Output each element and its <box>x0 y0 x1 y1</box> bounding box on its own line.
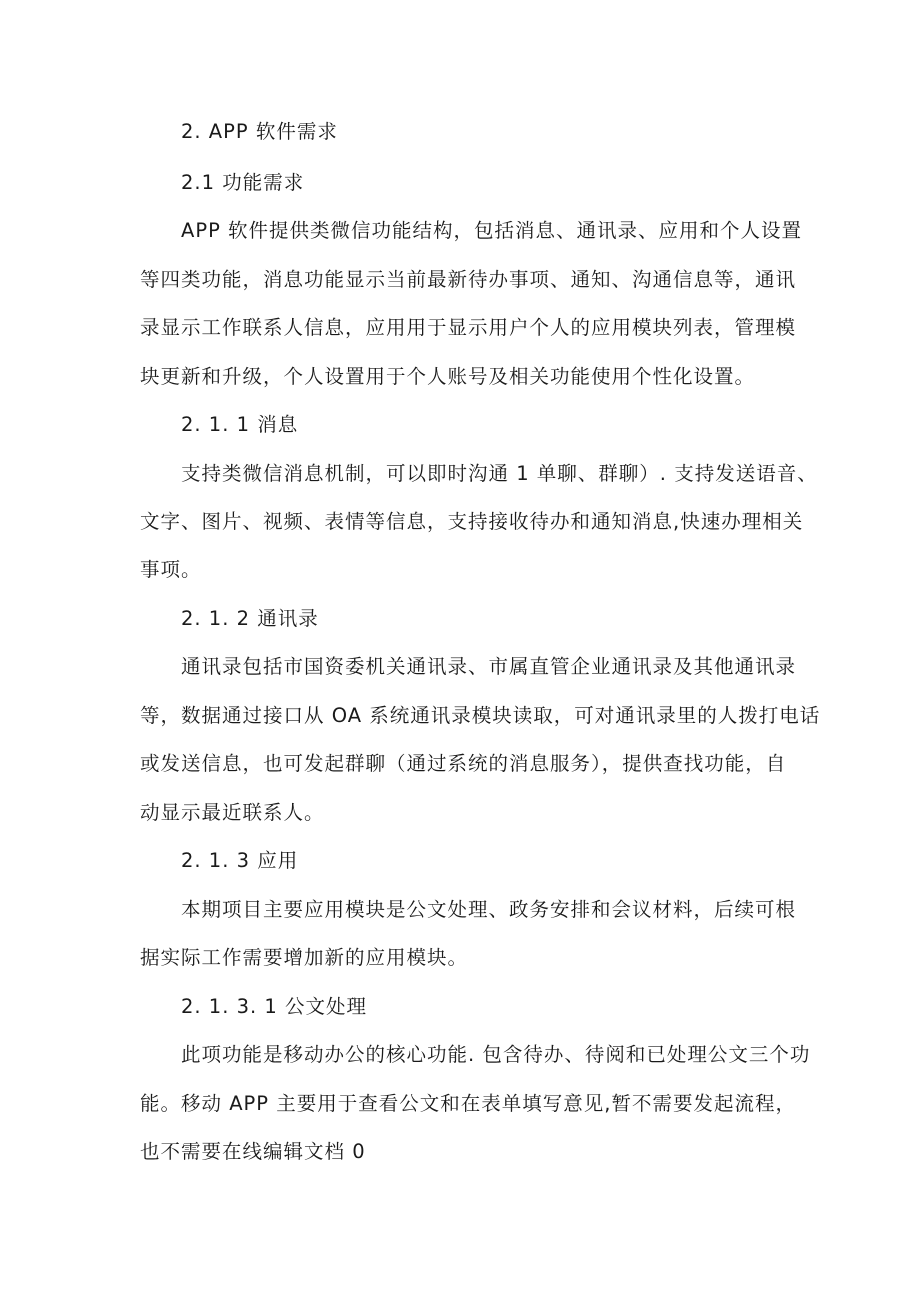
paragraph-docs-line: 能。移动 APP 主要用于查看公文和在表单填写意见,暂不需要发起流程， <box>140 1092 796 1115</box>
section-heading-2-1-1: 2. 1. 1 消息 <box>181 413 299 436</box>
section-heading-2: 2. APP 软件需求 <box>181 120 338 143</box>
paragraph-overview-line: APP 软件提供类微信功能结构，包括消息、通讯录、应用和个人设置 <box>181 219 803 242</box>
paragraph-message-line: 文字、图片、视频、表情等信息，支持接收待办和通知消息,快速办理相关 <box>140 510 804 533</box>
paragraph-docs-line: 也不需要在线编辑文档 0 <box>140 1140 366 1163</box>
section-heading-2-1: 2.1 功能需求 <box>181 171 305 194</box>
paragraph-docs-line: 此项功能是移动办公的核心功能. 包含待办、待阅和已处理公文三个功 <box>181 1043 811 1066</box>
paragraph-overview-line: 块更新和升级，个人设置用于个人账号及相关功能使用个性化设置。 <box>140 365 756 388</box>
paragraph-overview-line: 等四类功能，消息功能显示当前最新待办事项、通知、沟通信息等，通讯 <box>140 268 797 291</box>
section-heading-2-1-2: 2. 1. 2 通讯录 <box>181 607 319 630</box>
paragraph-contacts-line: 等，数据通过接口从 OA 系统通讯录模块读取，可对通讯录里的人拨打电话 <box>140 704 821 727</box>
paragraph-message-line: 事项。 <box>140 558 202 581</box>
paragraph-contacts-line: 通讯录包括市国资委机关通讯录、市属直管企业通讯录及其他通讯录 <box>181 655 797 678</box>
paragraph-apps-line: 据实际工作需要增加新的应用模块。 <box>140 946 469 969</box>
paragraph-contacts-line: 动显示最近联系人。 <box>140 801 325 824</box>
section-heading-2-1-3: 2. 1. 3 应用 <box>181 849 299 872</box>
paragraph-message-line: 支持类微信消息机制，可以即时沟通 1 单聊、群聊）. 支持发送语音、 <box>181 462 818 485</box>
section-heading-2-1-3-1: 2. 1. 3. 1 公文处理 <box>181 995 368 1018</box>
paragraph-overview-line: 录显示工作联系人信息，应用用于显示用户个人的应用模块列表，管理模 <box>140 316 797 339</box>
paragraph-contacts-line: 或发送信息，也可发起群聊（通过系统的消息服务），提供查找功能，自 <box>140 752 787 775</box>
paragraph-apps-line: 本期项目主要应用模块是公文处理、政务安排和会议材料，后续可根 <box>181 898 797 921</box>
